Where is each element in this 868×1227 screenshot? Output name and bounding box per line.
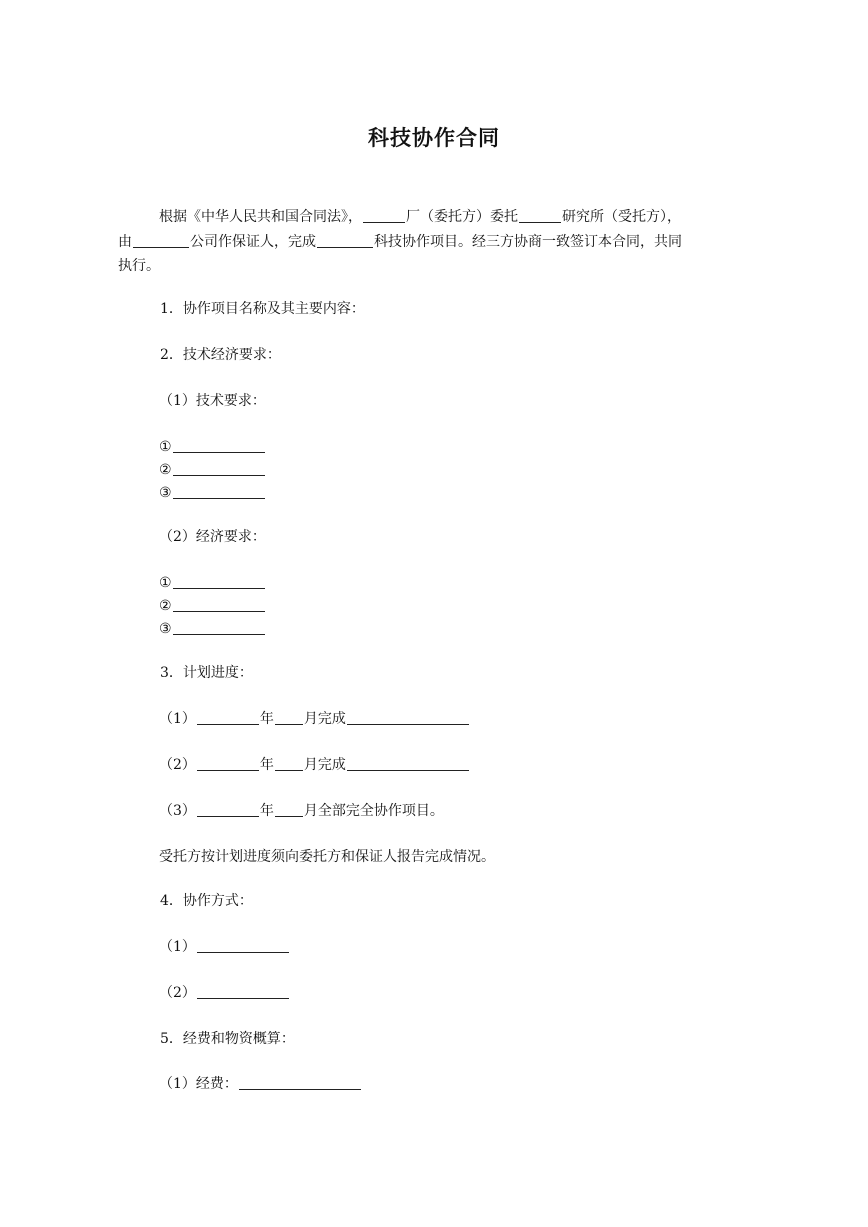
schedule-item: （1） 年 月完成 [159,708,470,728]
intro-text: 厂（委托方）委托 [406,209,518,225]
fill-blank[interactable] [173,438,265,453]
page-title: 科技协作合同 [368,125,500,150]
intro-text: 执行。 [118,258,160,274]
schedule-item: （3） 年 月全部完全协作项目。 [159,803,444,819]
intro-text: 科技协作项目。经三方协商一致签订本合同，共同 [374,233,682,250]
list-item: ① [159,436,266,455]
year-blank[interactable] [197,710,259,725]
list-item: ② [159,459,266,478]
intro-line-1 [159,205,723,230]
fill-blank[interactable] [173,597,265,612]
method-item: （2） [159,982,290,1002]
guarantor-blank[interactable] [133,233,189,248]
intro-text: 公司作保证人，完成 [190,233,316,250]
month-blank[interactable] [275,802,303,817]
intro-text: 研究所（受托方）， [562,209,681,225]
section-heading: 5．经费和物资概算： [160,1031,295,1047]
fund-blank[interactable] [239,1075,361,1090]
report-note: 受托方按计划进度须向委托方和保证人报告完成情况。 [159,849,495,865]
fill-blank[interactable] [347,710,469,725]
list-item: ① [159,572,266,591]
fill-blank[interactable] [173,574,265,589]
intro-text: 根据《中华人民共和国合同法》， [159,209,362,225]
section-heading: 2．技术经济要求： [160,347,281,363]
section-heading: 1．协作项目名称及其主要内容： [160,301,365,317]
fill-blank[interactable] [197,938,289,953]
intro-text: 由 [118,233,132,250]
section-heading: 4．协作方式： [160,893,253,909]
list-item: ③ [159,482,266,501]
schedule-item: （2） 年 月完成 [159,754,470,774]
intro-line-2 [118,230,682,255]
fund-item: （1）经费： [159,1073,362,1093]
month-blank[interactable] [275,756,303,771]
institute-blank[interactable] [519,208,561,223]
method-item: （1） [159,936,290,956]
subsection-heading: （2）经济要求： [159,529,266,545]
fill-blank[interactable] [173,620,265,635]
fill-blank[interactable] [347,756,469,771]
list-item: ③ [159,618,266,637]
fill-blank[interactable] [173,484,265,499]
year-blank[interactable] [197,802,259,817]
month-blank[interactable] [275,710,303,725]
section-heading: 3．计划进度： [160,665,253,681]
fill-blank[interactable] [197,984,289,999]
project-blank[interactable] [317,233,373,248]
year-blank[interactable] [197,756,259,771]
subsection-heading: （1）技术要求： [159,393,266,409]
intro-paragraph [118,205,723,279]
intro-line-3 [118,254,682,279]
fill-blank[interactable] [173,461,265,476]
factory-blank[interactable] [363,208,405,223]
list-item: ② [159,595,266,614]
